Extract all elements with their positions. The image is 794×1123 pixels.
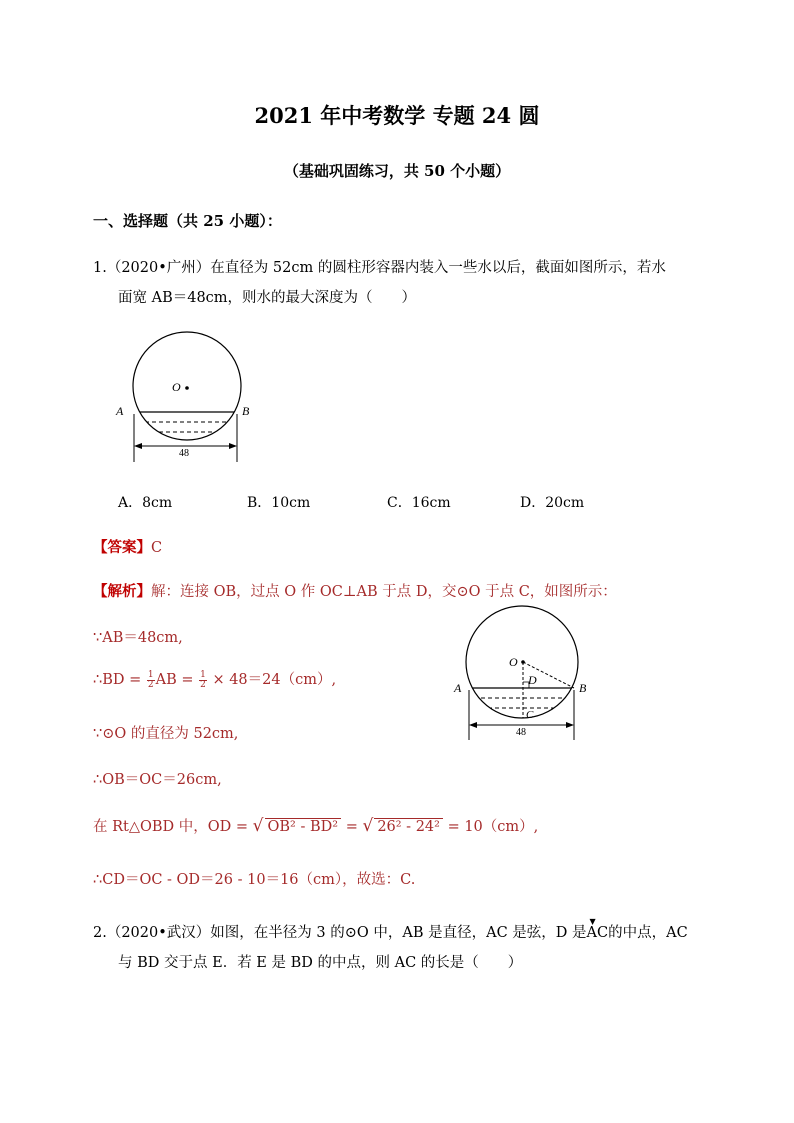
fraction-denominator: 2 bbox=[200, 679, 206, 690]
figure-2-label-b: B bbox=[579, 681, 587, 695]
figure-2-width-label: 48 bbox=[516, 727, 526, 738]
step-1: ∵AB＝48cm, bbox=[93, 630, 183, 646]
answer-value: C bbox=[151, 540, 163, 556]
sqrt-icon: √ bbox=[252, 816, 264, 836]
step-2-rhs: × 48＝24（cm）, bbox=[212, 672, 337, 688]
option-a: A．8cm bbox=[118, 495, 173, 511]
question-2-line-2: 与 BD 交于点 E．若 E 是 BD 的中点，则 AC 的长是（ ） bbox=[118, 955, 523, 971]
sqrt-icon: √ bbox=[362, 816, 374, 836]
figure-2-label-o: O bbox=[509, 655, 518, 669]
step-4: ∴OB＝OC＝26cm, bbox=[93, 772, 222, 788]
figure-2-label-c: C bbox=[526, 709, 534, 721]
fraction-half-1 bbox=[147, 671, 155, 690]
figure-1-label-a: A bbox=[116, 404, 124, 418]
arc-ac bbox=[586, 917, 609, 941]
analysis-tag: 【解析】 bbox=[93, 583, 151, 600]
section-heading: 一、选择题（共 25 小题）： bbox=[93, 212, 282, 230]
figure-2-label-a: A bbox=[454, 681, 462, 695]
option-d: D．20cm bbox=[520, 495, 585, 511]
question-1-figure bbox=[110, 328, 270, 470]
figure-1-label-b: B bbox=[242, 404, 250, 418]
option-b: B．10cm bbox=[247, 495, 311, 511]
arc-label: AC bbox=[586, 925, 609, 941]
fraction-numerator: 1 bbox=[200, 669, 206, 680]
step-5 bbox=[93, 815, 538, 836]
step-3: ∵⊙O 的直径为 52cm, bbox=[93, 726, 239, 742]
question-1-line-1: 1.（2020•广州）在直径为 52cm 的圆柱形容器内装入一些水以后，截面如图所示，若水 bbox=[93, 260, 666, 276]
solution-figure bbox=[446, 604, 606, 746]
fraction-denominator: 2 bbox=[147, 679, 154, 690]
question-2-text-a: 2.（2020•武汉）如图，在半径为 3 的⊙O 中，AB 是直径，AC 是弦，D 是 bbox=[93, 925, 587, 941]
step-5-rhs: = 10（cm）, bbox=[447, 819, 539, 835]
fraction-half-2 bbox=[199, 671, 207, 690]
radicand-2: 26² - 24² bbox=[374, 818, 443, 835]
step-2 bbox=[93, 668, 336, 690]
fraction-numerator: 1 bbox=[147, 669, 154, 680]
analysis-text: 解：连接 OB，过点 O 作 OC⊥AB 于点 D，交⊙O 于点 C，如图所示： bbox=[151, 584, 617, 600]
analysis-line bbox=[93, 580, 617, 601]
page-title: 2021 年中考数学 专题 24 圆 bbox=[254, 103, 540, 128]
figure-1-width-label: 48 bbox=[179, 448, 189, 459]
question-1-line-2: 面宽 AB＝48cm，则水的最大深度为（ ） bbox=[118, 290, 417, 306]
radicand-1: OB² - BD² bbox=[265, 818, 342, 835]
answer-tag: 【答案】 bbox=[93, 539, 151, 556]
step-2-lhs: ∴BD = bbox=[93, 672, 142, 688]
step-2-mid: AB = bbox=[155, 672, 194, 688]
answer-line bbox=[93, 536, 162, 557]
figure-1-label-o: O bbox=[172, 380, 181, 394]
question-2-text-b: 的中点，AC bbox=[608, 925, 688, 941]
step-5-lhs: 在 Rt△OBD 中，OD = bbox=[93, 819, 249, 835]
option-c: C．16cm bbox=[387, 495, 451, 511]
arc-mark-icon: ▼ bbox=[589, 917, 596, 926]
question-2-line-1 bbox=[93, 917, 688, 942]
equals-sign: = bbox=[345, 819, 358, 835]
figure-2-label-d: D bbox=[528, 673, 537, 687]
page-subtitle: （基础巩固练习，共 50 个小题） bbox=[283, 162, 511, 180]
step-6: ∴CD＝OC - OD＝26 - 10＝16（cm），故选：C. bbox=[93, 872, 416, 888]
